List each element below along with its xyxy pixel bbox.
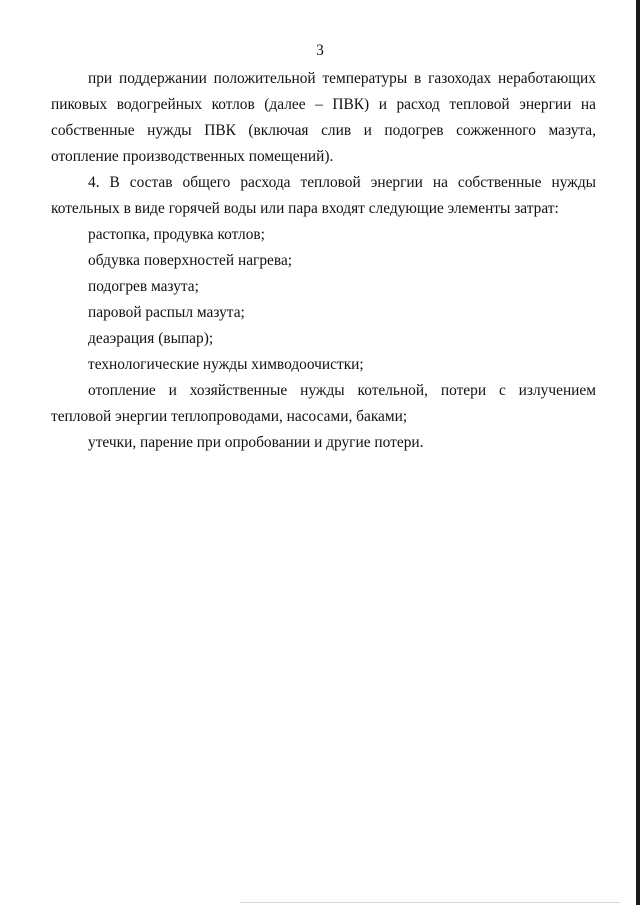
list-item: обдувка поверхностей нагрева;	[88, 252, 293, 269]
paragraph-heating-continuation: при поддержании положительной температуры в газоходах неработающих пиковых водогрейных котлов (далее – ПВК) и расход тепловой энергии на собственные нужды ПВК (включая слив и подогрев сожженного мазута, отопление производственных помещений).	[51, 70, 596, 165]
list-item: отопление и хозяйственные нужды котельной, потери с излучением тепловой энергии теплопроводами, насосами, баками;	[51, 382, 596, 425]
list-item: паровой распыл мазута;	[88, 304, 245, 321]
list-item: утечки, парение при опробовании и другие потери.	[88, 434, 424, 451]
paragraph-item-4: 4. В состав общего расхода тепловой энергии на собственные нужды котельных в виде горячей воды или пара входят следующие элементы затрат:	[51, 174, 596, 217]
scan-edge-right	[636, 0, 640, 905]
list-item: подогрев мазута;	[88, 278, 199, 295]
list-item: деаэрация (выпар);	[88, 330, 214, 347]
list-item: технологические нужды химводоочистки;	[88, 356, 364, 373]
scan-edge-bottom	[240, 902, 620, 903]
list-item: растопка, продувка котлов;	[88, 226, 265, 243]
page-number: 3	[316, 42, 324, 59]
document-body	[51, 66, 596, 456]
